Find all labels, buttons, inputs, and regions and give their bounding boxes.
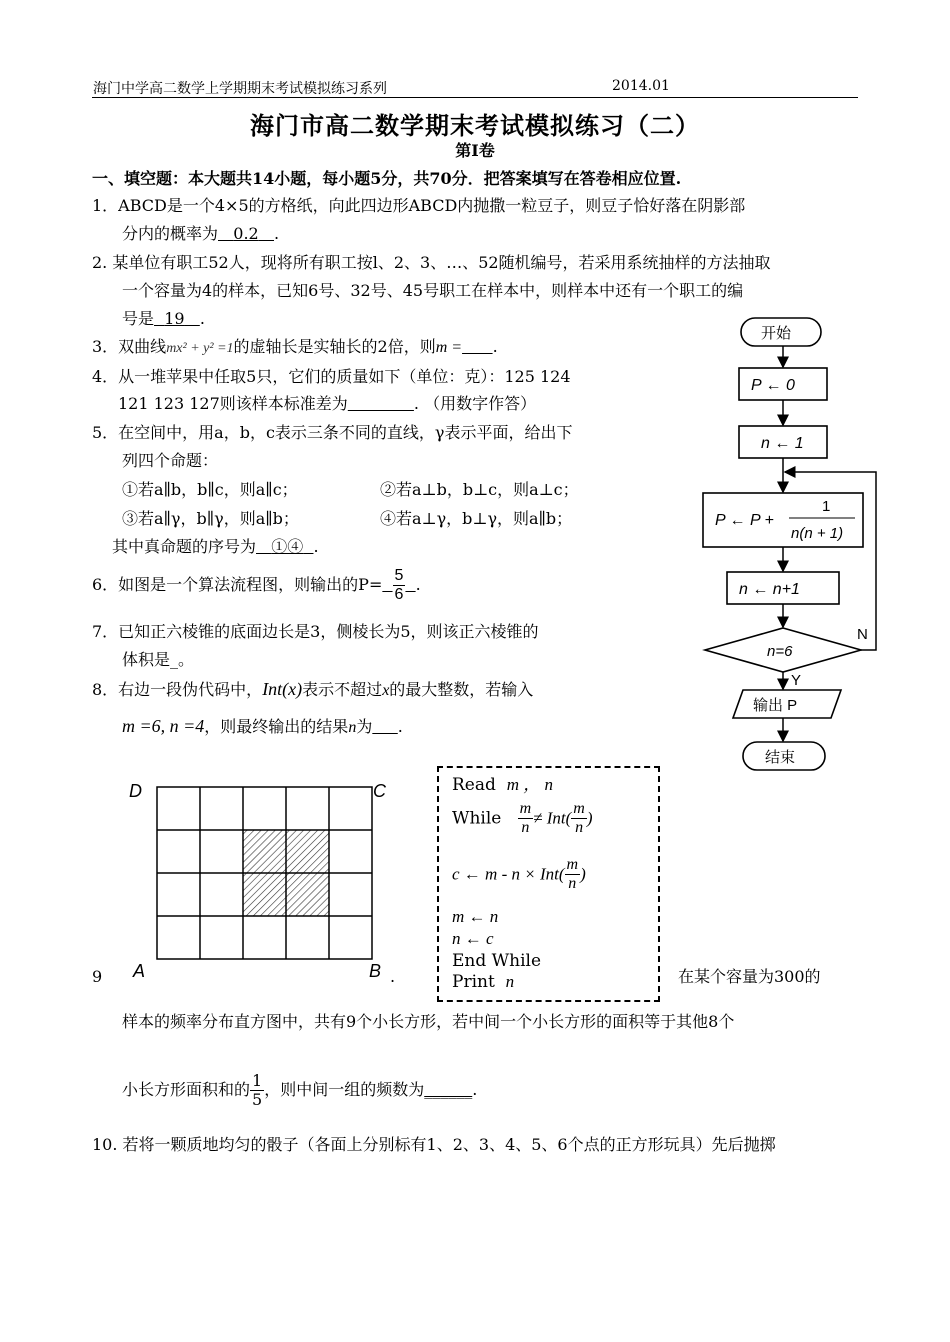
q10-line1: 10. 若将一颗质地均匀的骰子（各面上分别标有1、2、3、4、5、6个点的正方形玩具）先后抛掷 (92, 1135, 776, 1154)
q6-answer: $\frac{5}{6}$ (394, 567, 404, 603)
q1-line1: 1．ABCD是一个4×5的方格纸，向此四边形ABCD内抛撒一粒豆子，则豆子恰好落在阴影部 (92, 196, 746, 215)
grid-figure (125, 775, 395, 985)
header-date: 2014.01 (612, 78, 670, 94)
header-series: 海门中学高二数学上学期期末考试模拟练习系列 (93, 81, 387, 97)
q9-dot: . (390, 967, 396, 986)
q1-line2: 分内的概率为 0.2 . (122, 224, 280, 243)
flow-update-num: 1 (822, 498, 831, 515)
shaded-cell (243, 830, 286, 873)
q3-formula: mx² + y² =1 (166, 341, 234, 356)
shaded-cell (243, 873, 286, 916)
q2-answer: 19 (164, 309, 185, 328)
label-D: D (129, 781, 142, 801)
q2-line1: 2. 某单位有职工52人，现将所有职工按l、2、3、…、52随机编号，若采用系统抽样的方法抽取 (92, 253, 771, 272)
code-m-assign: m ← n (452, 907, 499, 926)
q8-line1: 8．右边一段伪代码中，Int(x)表示不超过x的最大整数，若输入 (92, 679, 534, 699)
volume-label: 第Ⅰ卷 (455, 141, 495, 160)
q9-number: 9 (92, 967, 103, 986)
q4-line1: 4．从一堆苹果中任取5只，它们的质量如下（单位：克）：125 124 (92, 367, 571, 386)
q5-prop2: ②若a⊥b，b⊥c，则a⊥c； (380, 480, 579, 499)
q5-line1: 5．在空间中，用a，b，c表示三条不同的直线，γ表示平面，给出下 (92, 423, 573, 442)
flow-update-label: P ← P + (715, 512, 774, 529)
q1-answer: 0.2 (233, 224, 259, 243)
q5-answer: ①④ (271, 537, 304, 556)
flow-output-label: 输出 P (753, 697, 798, 714)
q9-tail: 在某个容量为300的 (678, 967, 821, 986)
flow-n1-label: n ← 1 (761, 435, 804, 452)
code-end-while: End While (452, 951, 542, 971)
label-B: B (369, 961, 382, 981)
q5-prop4: ④若a⊥γ，b⊥γ，则a∥b； (380, 509, 573, 528)
section-heading: 一、填空题：本大题共14小题，每小题5分，共70分．把答案填写在答卷相应位置. (92, 169, 682, 188)
q5-prop3: ③若a∥γ，b∥γ，则a∥b； (122, 509, 299, 528)
q5-line5: 其中真命题的序号为 ①④ . (112, 537, 319, 556)
flow-p0-label: P ← 0 (751, 377, 795, 394)
code-print: Print n (452, 972, 515, 992)
q9-line3: 小长方形面积和的 $\frac{1}{5}$ ，则中间一组的频数为______. (122, 1071, 478, 1109)
q4-line2: 121 123 127则该样本标准差为 . （用数字作答） (118, 394, 537, 413)
label-A: A (133, 961, 146, 981)
q8-line2: m =6, n =4，则最终输出的结果n为 . (122, 716, 403, 736)
code-while: While $\frac{m}{n}$ ≠ Int( $\frac{m}{n}$ ) (452, 800, 593, 836)
code-n-assign: n ← c (452, 929, 494, 948)
q2-line2: 一个容量为4的样本，已知6号、32号、45号职工在样本中，则样本中还有一个职工的编 (122, 281, 744, 300)
q7-line1: 7．已知正六棱锥的底面边长是3，侧棱长为5，则该正六棱锥的 (92, 622, 539, 641)
q5-line2: 列四个命题： (122, 451, 219, 470)
flowchart (695, 312, 885, 772)
shaded-cell (286, 873, 329, 916)
flow-cond-label: n=6 (767, 643, 793, 660)
q2-line3: 号是 19 . (122, 309, 205, 328)
label-C: C (373, 781, 386, 801)
flow-inc-label: n ← n+1 (739, 581, 800, 598)
q6-line: 6．如图是一个算法流程图，则输出的P= $\frac{5}{6}$ . (92, 567, 421, 603)
code-read: Read m ， n (452, 775, 553, 795)
flow-start-label: 开始 (761, 325, 792, 342)
q9-line2: 样本的频率分布直方图中，共有9个小长方形，若中间一个小长方形的面积等于其他8个 (122, 1012, 735, 1031)
shaded-cell (286, 830, 329, 873)
code-c-assign: c ← m - n × Int( $\frac{m}{n}$ ) (452, 856, 586, 892)
q7-line2: 体积是_。 (122, 650, 195, 669)
flow-update-den: n(n + 1) (791, 525, 844, 542)
header-divider (92, 97, 858, 98)
flow-yes-label: Y (791, 672, 802, 689)
q3-line: 3．双曲线mx² + y² =1的虚轴长是实轴长的2倍，则m = . (92, 337, 498, 356)
page-title: 海门市高二数学期末考试模拟练习（二） (250, 111, 700, 140)
q5-prop1: ①若a∥b，b∥c，则a∥c； (122, 480, 298, 499)
flow-no-label: N (857, 626, 868, 643)
flow-end-label: 结束 (765, 749, 796, 766)
